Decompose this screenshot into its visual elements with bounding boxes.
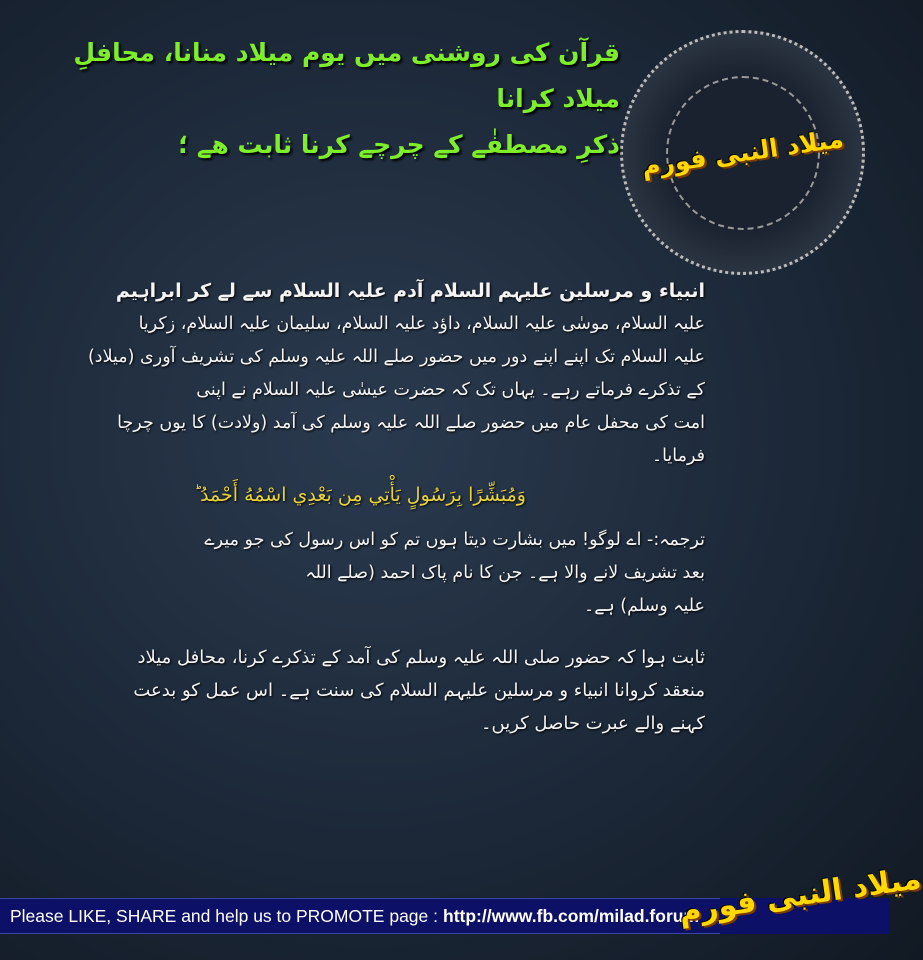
body-line: انبیاء و مرسلین علیہم السلام آدم علیہ السلام سے لے کر ابراہیم [115, 280, 705, 302]
promo-banner [0, 898, 720, 934]
body-line: فرمایا۔ [651, 446, 705, 466]
conclusion-line: ثابت ہوا کہ حضور صلی اللہ علیہ وسلم کی آمد کے تذکرے کرنا، محافل میلاد [137, 647, 705, 668]
body-line: کے تذکرے فرماتے رہے۔ یہاں تک کہ حضرت عیسٰی علیہ السلام نے اپنی [196, 380, 705, 400]
translation-line: بعد تشریف لانے والا ہے۔ جن کا نام پاک احمد (صلے اللہ [305, 563, 705, 583]
conclusion-line: کہنے والے عبرت حاصل کریں۔ [480, 713, 705, 734]
body-line: علیہ السلام تک اپنے اپنے دور میں حضور صلے اللہ علیہ وسلم کی تشریف آوری (میلاد) [87, 347, 705, 367]
translation-line: ترجمہ:- اے لوگو! میں بشارت دیتا ہوں تم کو اس رسول کی جو میرے [204, 530, 705, 550]
quran-ayah: وَمُبَشِّرًا بِرَسُولٍ يَأْتِي مِن بَعْدِي اسْمُهُ أَحْمَدُ ؕ [194, 484, 526, 506]
translation-line: علیہ وسلم) ہے۔ [583, 596, 705, 616]
body-line: امت کی محفل عام میں حضور صلے اللہ علیہ وسلم کی آمد (ولادت) کا یوں چرچا [117, 413, 705, 433]
facebook-page-link[interactable]: http://www.fb.com/milad.forum [443, 905, 700, 926]
article-body [15, 275, 705, 740]
translation [15, 524, 705, 623]
milad-forum-logo [676, 835, 923, 955]
headline-line-2: ذکرِ مصطفٰے کے چرچے کرنا ثابت ھے ؛ [178, 130, 620, 159]
headline [15, 30, 620, 275]
content-column [15, 30, 875, 740]
body-line: علیہ السلام، موسٰی علیہ السلام، داؤد علیہ السلام، سلیمان علیہ السلام، زکریا [138, 314, 705, 334]
conclusion [15, 641, 705, 740]
logo-text: میلاد النبی فورم [639, 123, 846, 182]
conclusion-line: منعقد کروانا انبیاء و مرسلین علیہم السلام کی سنت ہے۔ اس عمل کو بدعت [133, 680, 705, 701]
headline-line-1: قرآن کی روشنی میں یوم میلاد منانا، محافلِ میلاد کرانا [73, 38, 620, 113]
banner-text: Please LIKE, SHARE and help us to PROMOTE page : [10, 905, 438, 926]
logo-text-bottom: میلاد النبی فورم [676, 860, 923, 930]
